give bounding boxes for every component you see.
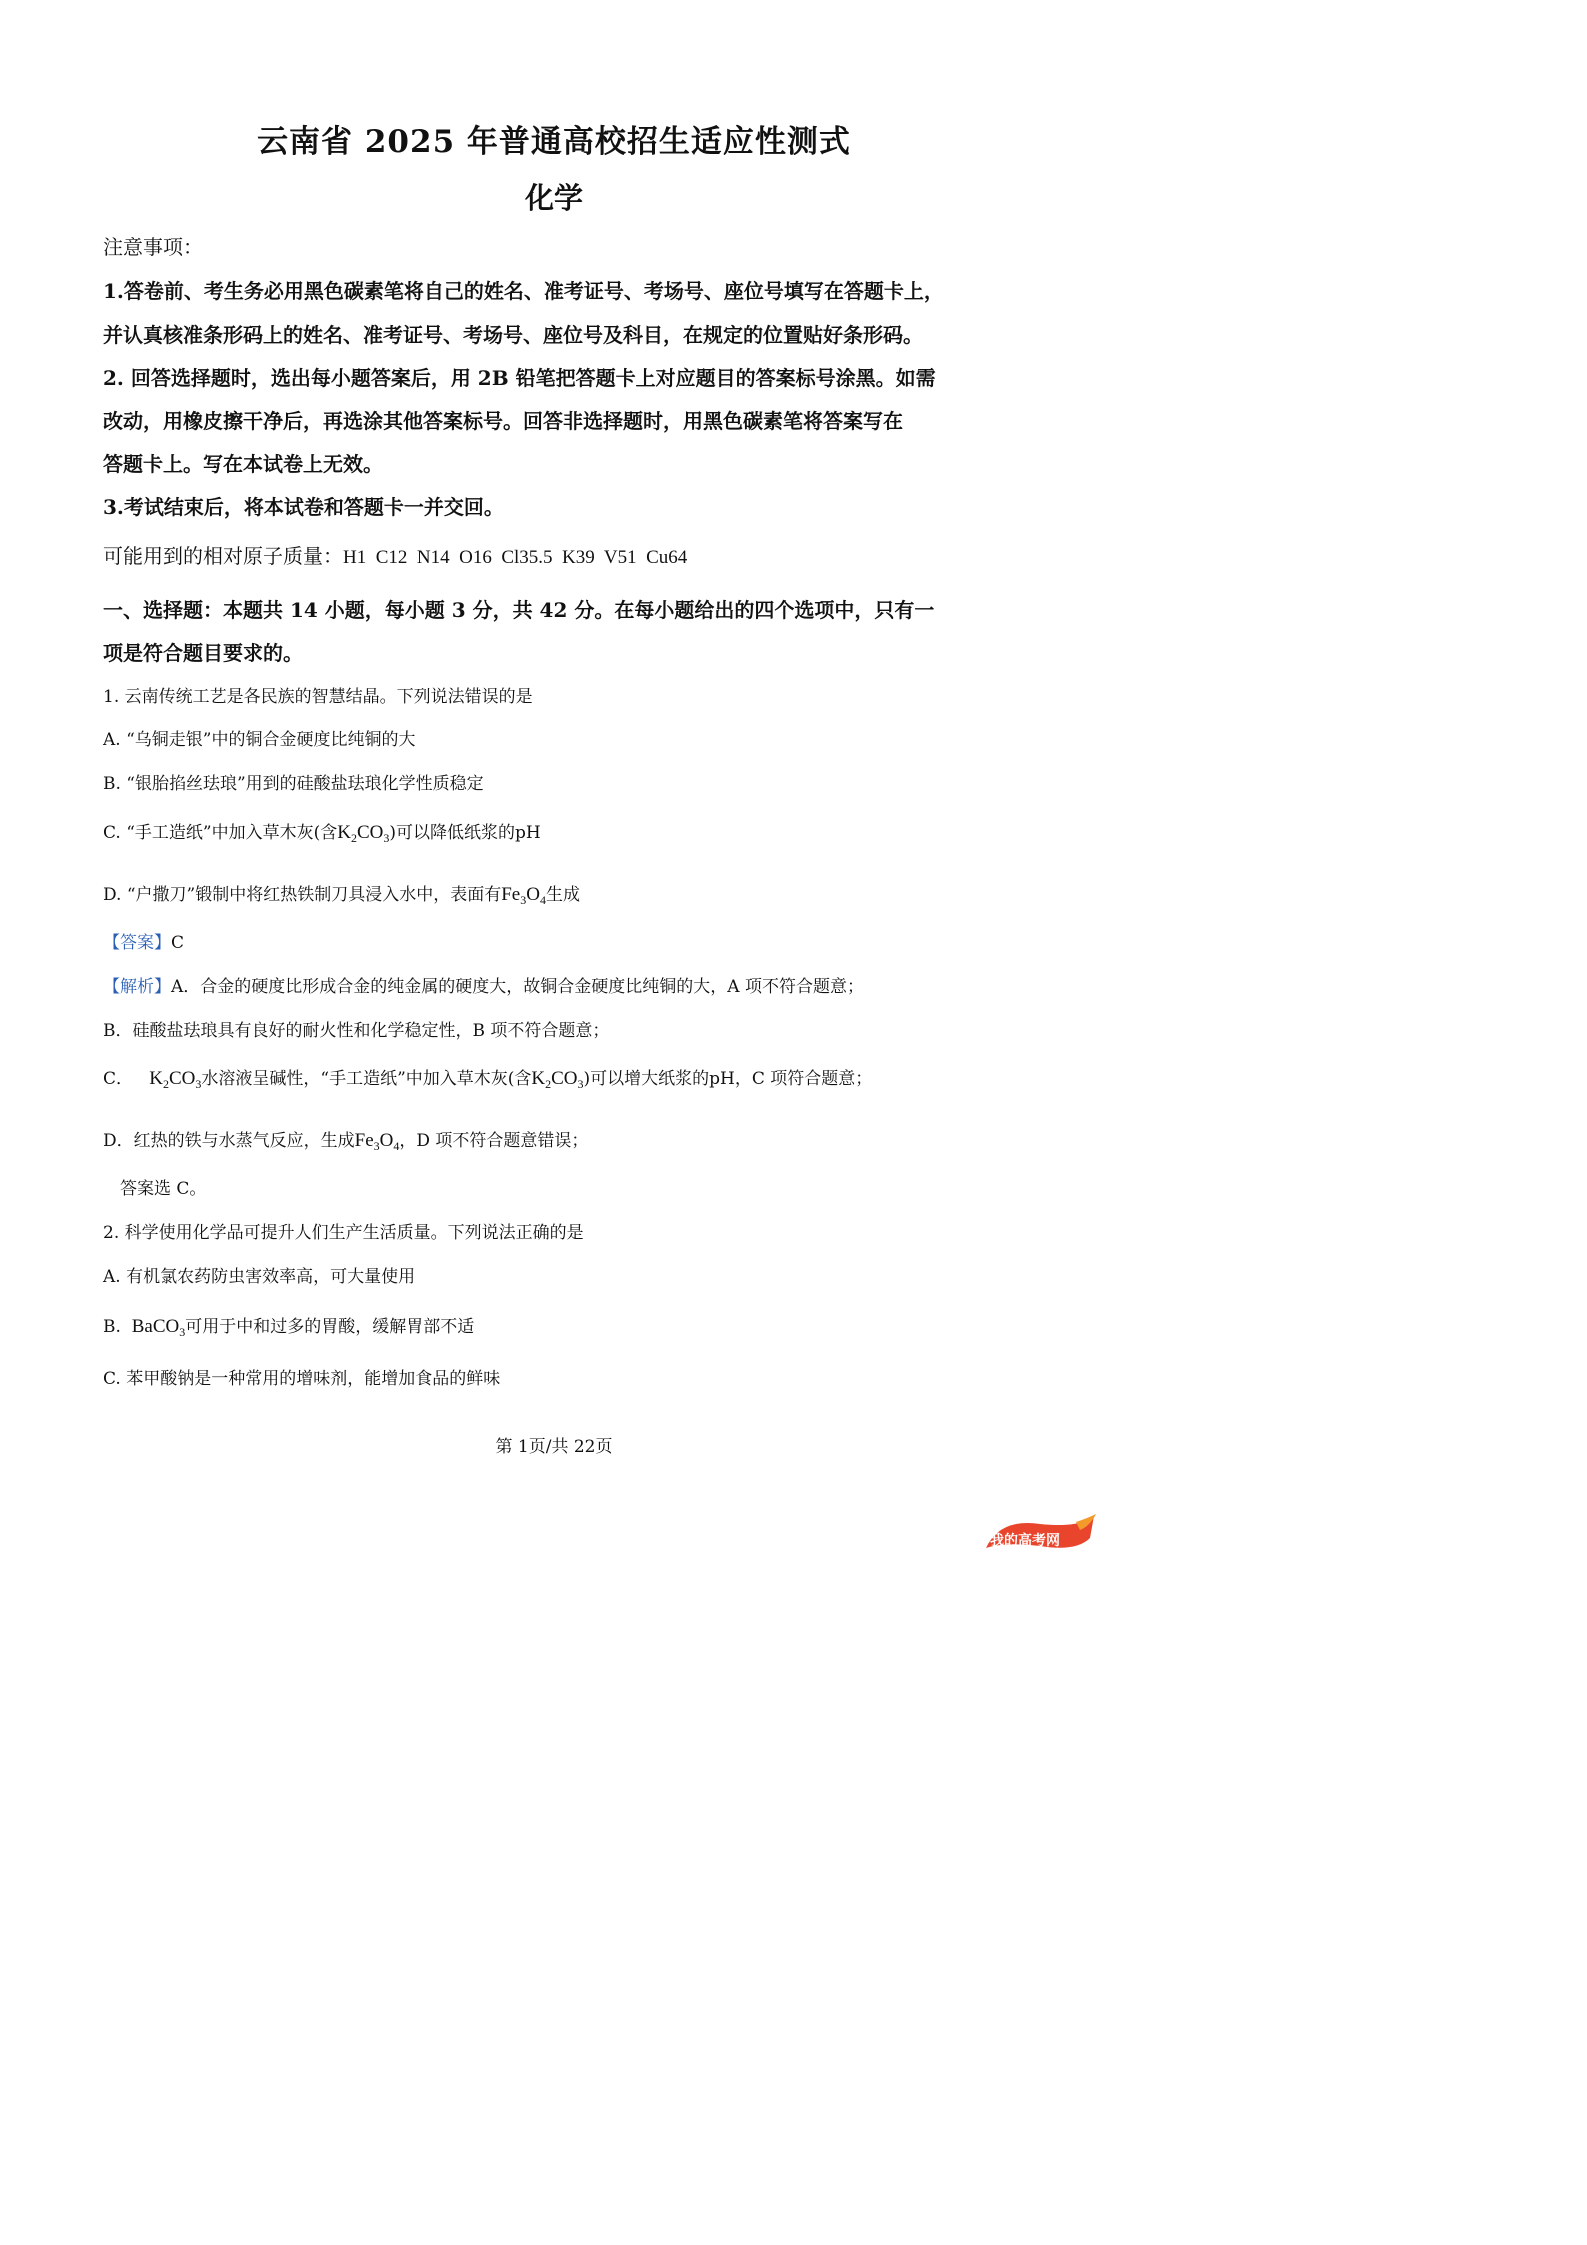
k2co3-formula: $K_2CO_3$ [149, 1068, 202, 1091]
q1-analysis-d: D．红热的铁与水蒸气反应，生成$Fe_3O_4$，D 项不符合题意错误； [103, 1130, 589, 1153]
q1-answer [103, 928, 184, 953]
q2-option-a: A. 有机氯农药防虫害效率高，可大量使用 [103, 1267, 416, 1287]
fe3o4-formula: $Fe_3O_4$ [354, 1130, 400, 1153]
q1-analysis-a: 【解析】A．合金的硬度比形成合金的纯金属的硬度大，故铜合金硬度比纯铜的大，A 项不符合题意； [103, 977, 864, 997]
q2-stem: 2. 科学使用化学品可提升人们生产生活质量。下列说法正确的是 [103, 1223, 584, 1243]
atomic-mass-label: 可能用到的相对原子质量： [103, 544, 343, 568]
q1-analysis-c: C． $K_2CO_3$水溶液呈碱性，“手工造纸”中加入草木灰(含$K_2CO_3$)可以增大纸浆的pH，C 项符合题意； [103, 1068, 873, 1091]
section-heading-line-2: 项是符合题目要求的。 [103, 641, 303, 665]
answer-tag: 【答案】 [103, 933, 171, 953]
notice-line-6: 3.考试结束后，将本试卷和答题卡一并交回。 [103, 495, 504, 519]
site-logo-text: 我的高考网 [990, 1533, 1060, 1549]
atomic-mass-values: H1 C12 N14 O16 Cl35.5 K39 V51 Cu64 [343, 547, 688, 568]
q1-stem: 1. 云南传统工艺是各民族的智慧结晶。下列说法错误的是 [103, 687, 533, 707]
document-title: 云南省 2025 年普通高校招生适应性测式 [257, 124, 851, 160]
q1-conclusion: 答案选 C。 [120, 1179, 207, 1199]
q2-option-c: C. 苯甲酸钠是一种常用的增味剂，能增加食品的鲜味 [103, 1369, 501, 1389]
answer-value: C [171, 933, 185, 953]
k2co3-formula: $K_2CO_3$ [337, 822, 390, 845]
k2co3-formula: $K_2CO_3$ [531, 1068, 584, 1091]
section-heading-line-1: 一、选择题：本题共 14 小题，每小题 3 分，共 42 分。在每小题给出的四个选项中，只有一 [103, 598, 935, 622]
q1-option-c: C. “手工造纸”中加入草木灰(含$K_2CO_3$)可以降低纸浆的pH [103, 822, 541, 845]
notice-line-4: 改动，用橡皮擦干净后，再选涂其他答案标号。回答非选择题时，用黑色碳素笔将答案写在 [103, 409, 903, 433]
notice-line-1: 1.答卷前、考生务必用黑色碳素笔将自己的姓名、准考证号、考场号、座位号填写在答题卡上， [103, 279, 944, 303]
notice-line-3: 2. 回答选择题时，选出每小题答案后，用 2B 铅笔把答题卡上对应题目的答案标号涂黑。如需 [103, 366, 936, 390]
q1-option-b: B. “银胎掐丝珐琅”用到的硅酸盐珐琅化学性质稳定 [103, 774, 484, 794]
notice-line-2: 并认真核准条形码上的姓名、准考证号、考场号、座位号及科目，在规定的位置贴好条形码。 [103, 323, 923, 347]
subject-title: 化学 [524, 181, 583, 215]
notice-line-5: 答题卡上。写在本试卷上无效。 [103, 452, 383, 476]
q2-option-b: B. BaCO$_3$可用于中和过多的胃酸，缓解胃部不适 [103, 1316, 475, 1339]
notice-heading: 注意事项： [103, 235, 203, 259]
page-footer: 第 1页/共 22页 [495, 1437, 613, 1457]
q1-option-d: D. “户撒刀”锻制中将红热铁制刀具浸入水中，表面有$Fe_3O_4$生成 [103, 884, 580, 907]
baco3-formula: BaCO$_3$ [131, 1316, 186, 1339]
q1-analysis-b: B．硅酸盐珐琅具有良好的耐火性和化学稳定性，B 项不符合题意； [103, 1021, 610, 1041]
q1-option-a: A. “乌铜走银”中的铜合金硬度比纯铜的大 [103, 730, 416, 750]
analysis-tag: 【解析】 [103, 977, 171, 997]
atomic-mass-line [103, 540, 687, 569]
fe3o4-formula: $Fe_3O_4$ [501, 884, 546, 907]
